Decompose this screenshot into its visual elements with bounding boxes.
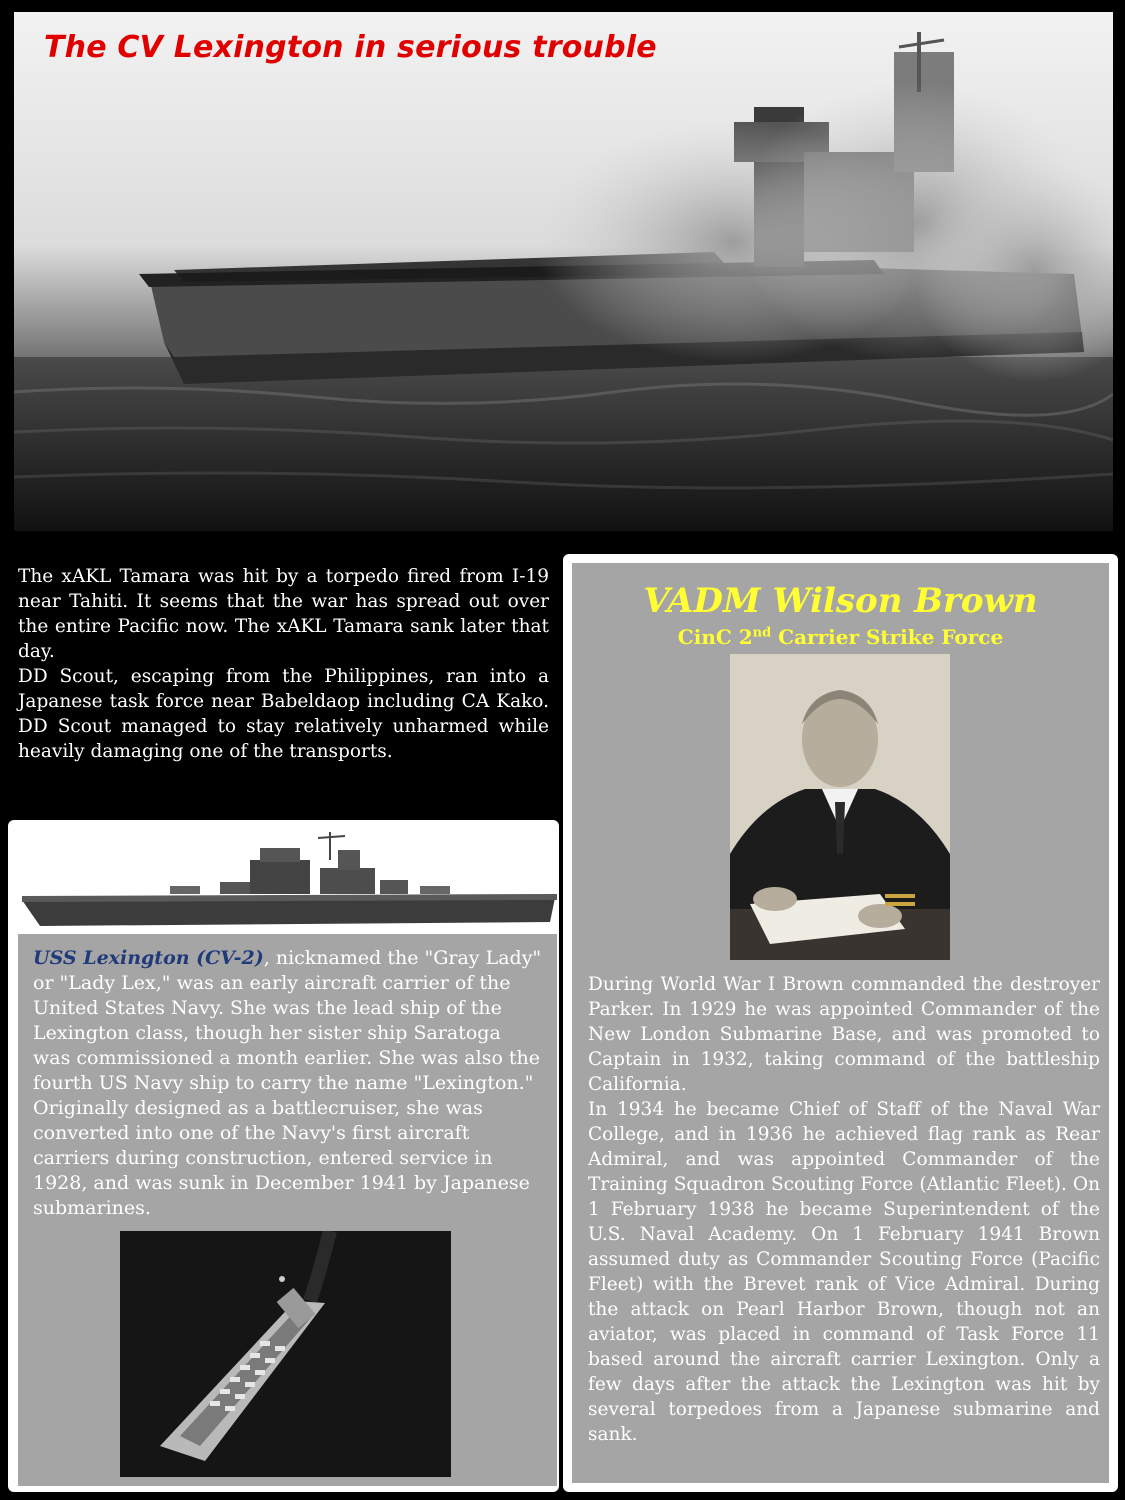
commander-bio: [588, 972, 1100, 1447]
ship-profile-illustration: [20, 830, 557, 934]
aerial-carrier-illustration: [120, 1231, 451, 1477]
hero-photo: [14, 12, 1113, 531]
commander-portrait: [730, 654, 950, 960]
burning-carrier-illustration: [14, 12, 1113, 531]
commander-bio-paragraph: During World War I Brown commanded the destroyer Parker. In 1929 he was appointed Commander of the New London Submarine Base, and was promoted to Captain in 1932, taking command of the battleship California.: [588, 974, 1100, 1095]
aerial-carrier-photo: [120, 1231, 451, 1477]
commander-card: [563, 554, 1118, 1492]
commander-role-suffix: Carrier Strike Force: [771, 625, 1004, 649]
uss-lexington-name: USS Lexington (CV-2): [33, 947, 264, 969]
commander-role-ordinal: nd: [752, 625, 772, 641]
commander-panel: [572, 563, 1109, 1483]
hero-title: The CV Lexington in serious trouble: [44, 30, 657, 65]
commander-role: [572, 625, 1109, 649]
intro-text: [18, 564, 549, 764]
intro-paragraph-tamara: The xAKL Tamara was hit by a torpedo fired from I-19 near Tahiti. It seems that the war has spread out over the entire Pacific now. The xAKL Tamara sank later that day.: [18, 566, 549, 662]
portrait-illustration: [730, 654, 950, 960]
commander-name: VADM Wilson Brown: [643, 581, 1038, 621]
commander-bio-paragraph: In 1934 he became Chief of Staff of the Naval War College, and in 1936 he achieved flag rank as Rear Admiral, and was appointed Commander of the Training Squadron Scouting Force (Atlantic Fleet). On 1 February 1938 he became Superintendent of the U.S. Naval Academy. On 1 February 1941 Brown assumed duty as Commander Scouting Force (Pacific Fleet) with the Brevet rank of Vice Admiral. During the attack on Pearl Harbor Brown, though not an aviator, was placed in command of Task Force 11 based around the aircraft carrier Lexington. Only a few days after the attack the Lexington was hit by several torpedoes from a Japanese submarine and sank.: [588, 1099, 1100, 1445]
intro-paragraph-scout: DD Scout, escaping from the Philippines, ran into a Japanese task force near Babeldaop including CA Kako. DD Scout managed to stay relatively unharmed while heavily damaging one of the transports.: [18, 666, 549, 762]
uss-lexington-panel: [18, 934, 557, 1486]
uss-lexington-card: [8, 820, 559, 1492]
commander-role-prefix: CinC 2: [677, 625, 753, 649]
uss-lexington-text: , nicknamed the "Gray Lady" or "Lady Lex," was an early aircraft carrier of the United States Navy. She was the lead ship of the Lexington class, though her sister ship Saratoga was commissioned a month earlier. She was also the fourth US Navy ship to carry the name "Lexington." Originally designed as a battlecruiser, she was converted into one of the Navy's first aircraft carriers during construction, entered service in 1928, and was sunk in December 1941 by Japanese submarines.: [33, 947, 542, 1219]
uss-lexington-description: [33, 946, 543, 1221]
